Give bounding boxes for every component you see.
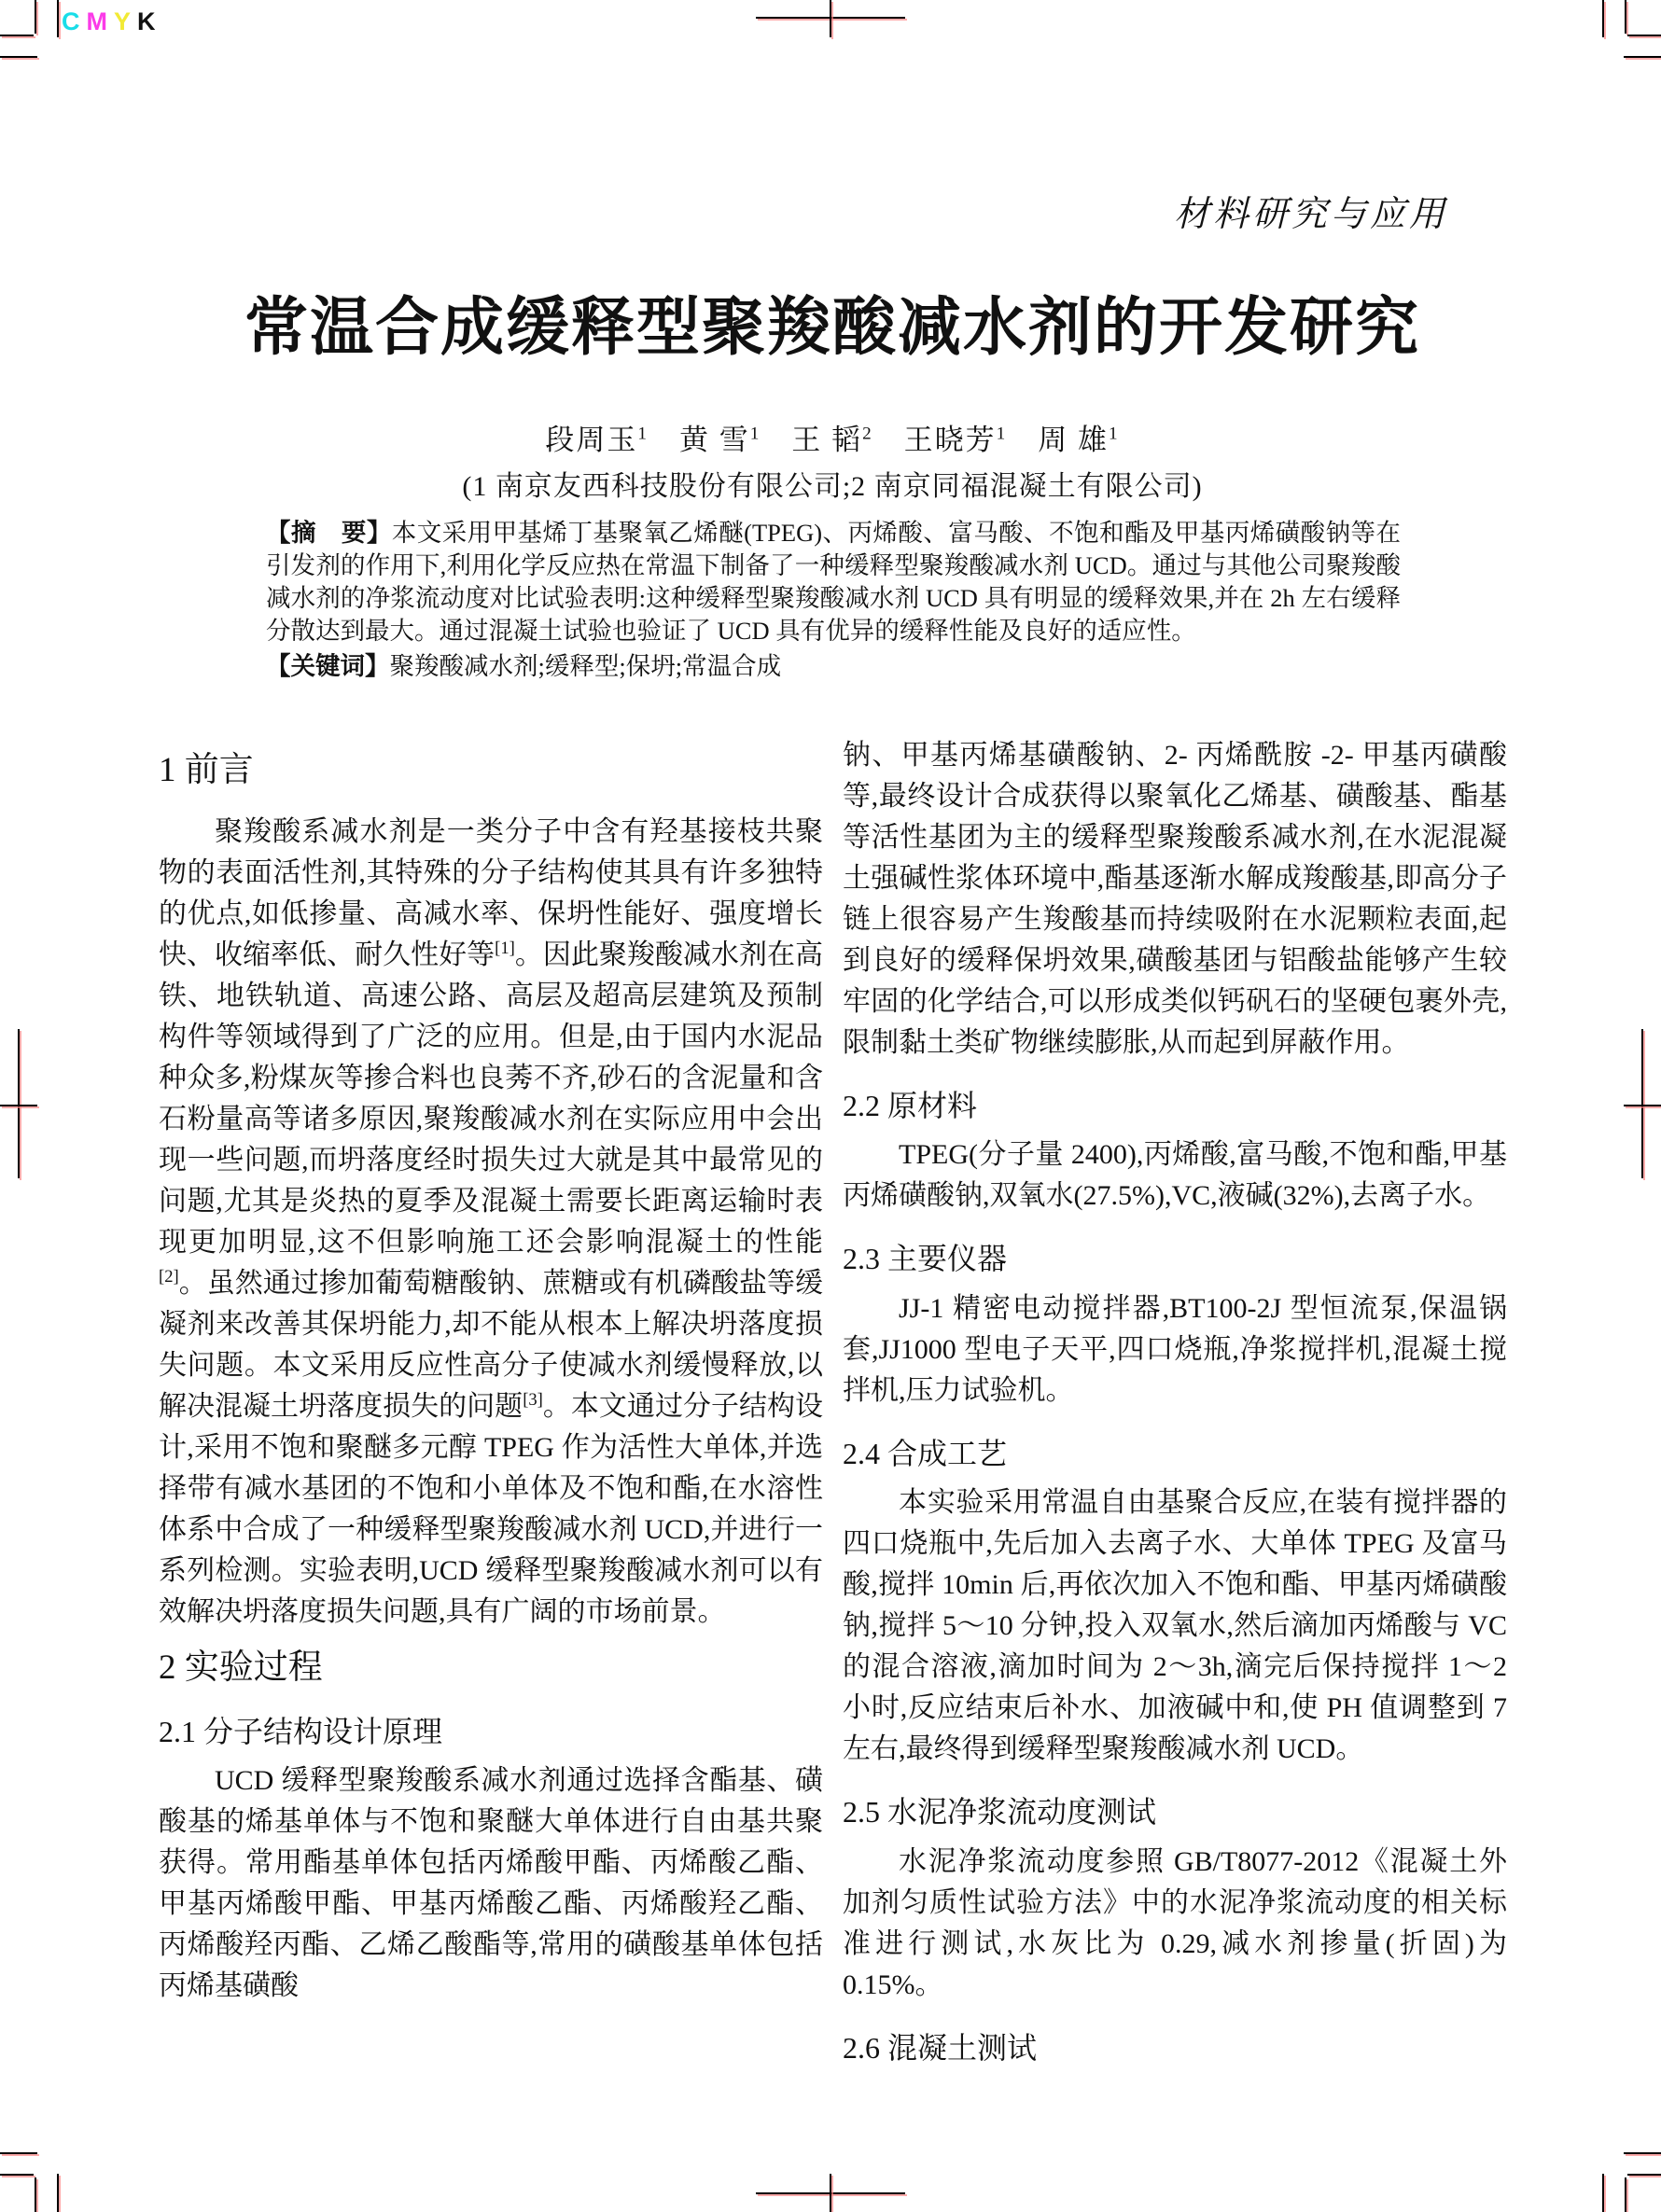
body-paragraph: JJ-1 精密电动搅拌器,BT100-2J 型恒流泵,保温锅套,JJ1000 型电子天平,四口烧瓶,净浆搅拌机,混凝土搅拌机,压力试验机。 — [843, 1292, 1507, 1406]
journal-name: 材料研究与应用 — [1173, 195, 1448, 234]
section-heading: 2.5 水泥净浆流动度测试 — [843, 1795, 1157, 1829]
cmyk-marks — [62, 7, 162, 36]
affiliation-line: (1 南京友西科技股份有限公司;2 南京同福混凝土有限公司) — [462, 471, 1203, 502]
keywords-label: 【关键词】 — [266, 652, 390, 680]
section-heading: 2.3 主要仪器 — [843, 1242, 1008, 1276]
section-heading: 1 前言 — [159, 751, 254, 789]
authors-line: 段周玉$^1$ 黄 雪$^1$ 王 韬$^2$ 王晓芳$^1$ 周 雄$^1$ — [545, 424, 1120, 456]
left-column — [159, 735, 823, 2007]
keywords-text: 聚羧酸减水剂;缓释型;保坍;常温合成 — [389, 652, 782, 680]
right-column — [843, 735, 1507, 2077]
cmyk-letter-c: C — [62, 7, 87, 35]
section-heading: 2 实验过程 — [159, 1649, 323, 1688]
body-paragraph: 水泥净浆流动度参照 GB/T8077-2012《混凝土外加剂匀质性试验方法》中的水泥净浆流动度的相关标准进行测试,水灰比为 0.29,减水剂掺量(折固)为 0.15%。 — [843, 1845, 1507, 2000]
cmyk-letter-k: K — [137, 7, 162, 35]
abstract-label: 【摘 要】 — [266, 519, 392, 547]
keywords-paragraph — [266, 650, 1401, 683]
section-heading: 2.4 合成工艺 — [843, 1436, 1008, 1470]
abstract-text: 本文采用甲基烯丁基聚氧乙烯醚(TPEG)、丙烯酸、富马酸、不饱和酯及甲基丙烯磺酸钠等在引发剂的作用下,利用化学反应热在常温下制备了一种缓释型聚羧酸减水剂 UCD。通过与其他公司聚羧酸减水剂的净浆流动度对比试验表明:这种缓释型聚羧酸减水剂 UCD 具有明显的缓释效果,并在 2h 左右缓释分散达到最大。通过混凝土试验也验证了 UCD 具有优异的缓释性能及良好的适应性。 — [266, 519, 1402, 645]
article-title: 常温合成缓释型聚羧酸减水剂的开发研究 — [244, 292, 1420, 363]
cmyk-letter-m: M — [86, 7, 114, 35]
body-paragraph: UCD 缓释型聚羧酸系减水剂通过选择含酯基、磺酸基的烯基单体与不饱和聚醚大单体进行自由基共聚获得。常用酯基单体包括丙烯酸甲酯、丙烯酸乙酯、甲基丙烯酸甲酯、甲基丙烯酸乙酯、丙烯酸羟乙酯、丙烯酸羟丙酯、乙烯乙酸酯等,常用的磺酸基单体包括丙烯基磺酸 — [159, 1765, 823, 2002]
section-heading: 2.6 混凝土测试 — [843, 2030, 1038, 2065]
section-heading: 2.1 分子结构设计原理 — [159, 1714, 443, 1748]
section-heading: 2.2 原材料 — [843, 1089, 978, 1122]
body-paragraph: 本实验采用常温自由基聚合反应,在装有搅拌器的四口烧瓶中,先后加入去离子水、大单体 TPEG 及富马酸,搅拌 10min 后,再依次加入不饱和酯、甲基丙烯磺酸钠,搅拌 5～10 分钟,投入双氧水,然后滴加丙烯酸与 VC 的混合溶液,滴加时间为 2～3h,滴完后保持搅拌 1～2 小时,反应结束后补水、加液碱中和,使 PH 值调整到 7 左右,最终得到缓释型聚羧酸减水剂 UCD。 — [843, 1487, 1507, 1765]
abstract-block — [266, 517, 1401, 683]
body-paragraph: 钠、甲基丙烯基磺酸钠、2- 丙烯酰胺 -2- 甲基丙磺酸等,最终设计合成获得以聚氧化乙烯基、磺酸基、酯基等活性基团为主的缓释型聚羧酸系减水剂,在水泥混凝土强碱性浆体环境中,酯基逐渐水解成羧酸基,即高分子链上很容易产生羧酸基而持续吸附在水泥颗粒表面,起到良好的缓释保坍效果,磺酸基团与铝酸盐能够产生较牢固的化学结合,可以形成类似钙矾石的坚硬包裹外壳,限制黏土类矿物继续膨胀,从而起到屏蔽作用。 — [843, 740, 1507, 1058]
cmyk-letter-y: Y — [114, 7, 138, 35]
body-paragraph: 聚羧酸系减水剂是一类分子中含有羟基接枝共聚物的表面活性剂,其特殊的分子结构使其具有许多独特的优点,如低掺量、高减水率、保坍性能好、强度增长快、收缩率低、耐久性好等[1]。因此聚羧酸减水剂在高铁、地铁轨道、高速公路、高层及超高层建筑及预制构件等领域得到了广泛的应用。但是,由于国内水泥品种众多,粉煤灰等掺合料也良莠不齐,砂石的含泥量和含石粉量高等诸多原因,聚羧酸减水剂在实际应用中会出现一些问题,而坍落度经时损失过大就是其中最常见的问题,尤其是炎热的夏季及混凝土需要长距离运输时表现更加明显,这不但影响施工还会影响混凝土的性能[2]。虽然通过掺加葡萄糖酸钠、蔗糖或有机磷酸盐等缓凝剂来改善其保坍能力,却不能从根本上解决坍落度损失问题。本文采用反应性高分子使减水剂缓慢释放,以解决混凝土坍落度损失的问题[3]。本文通过分子结构设计,采用不饱和聚醚多元醇 TPEG 作为活性大单体,并选择带有减水基团的不饱和小单体及不饱和酯,在水溶性体系中合成了一种缓释型聚羧酸减水剂 UCD,并进行一系列检测。实验表明,UCD 缓释型聚羧酸减水剂可以有效解决坍落度损失问题,具有广阔的市场前景。 — [159, 816, 824, 1628]
abstract-paragraph — [266, 517, 1401, 647]
body-paragraph: TPEG(分子量 2400),丙烯酸,富马酸,不饱和酯,甲基丙烯磺酸钠,双氧水(27.5%),VC,液碱(32%),去离子水。 — [843, 1139, 1507, 1212]
